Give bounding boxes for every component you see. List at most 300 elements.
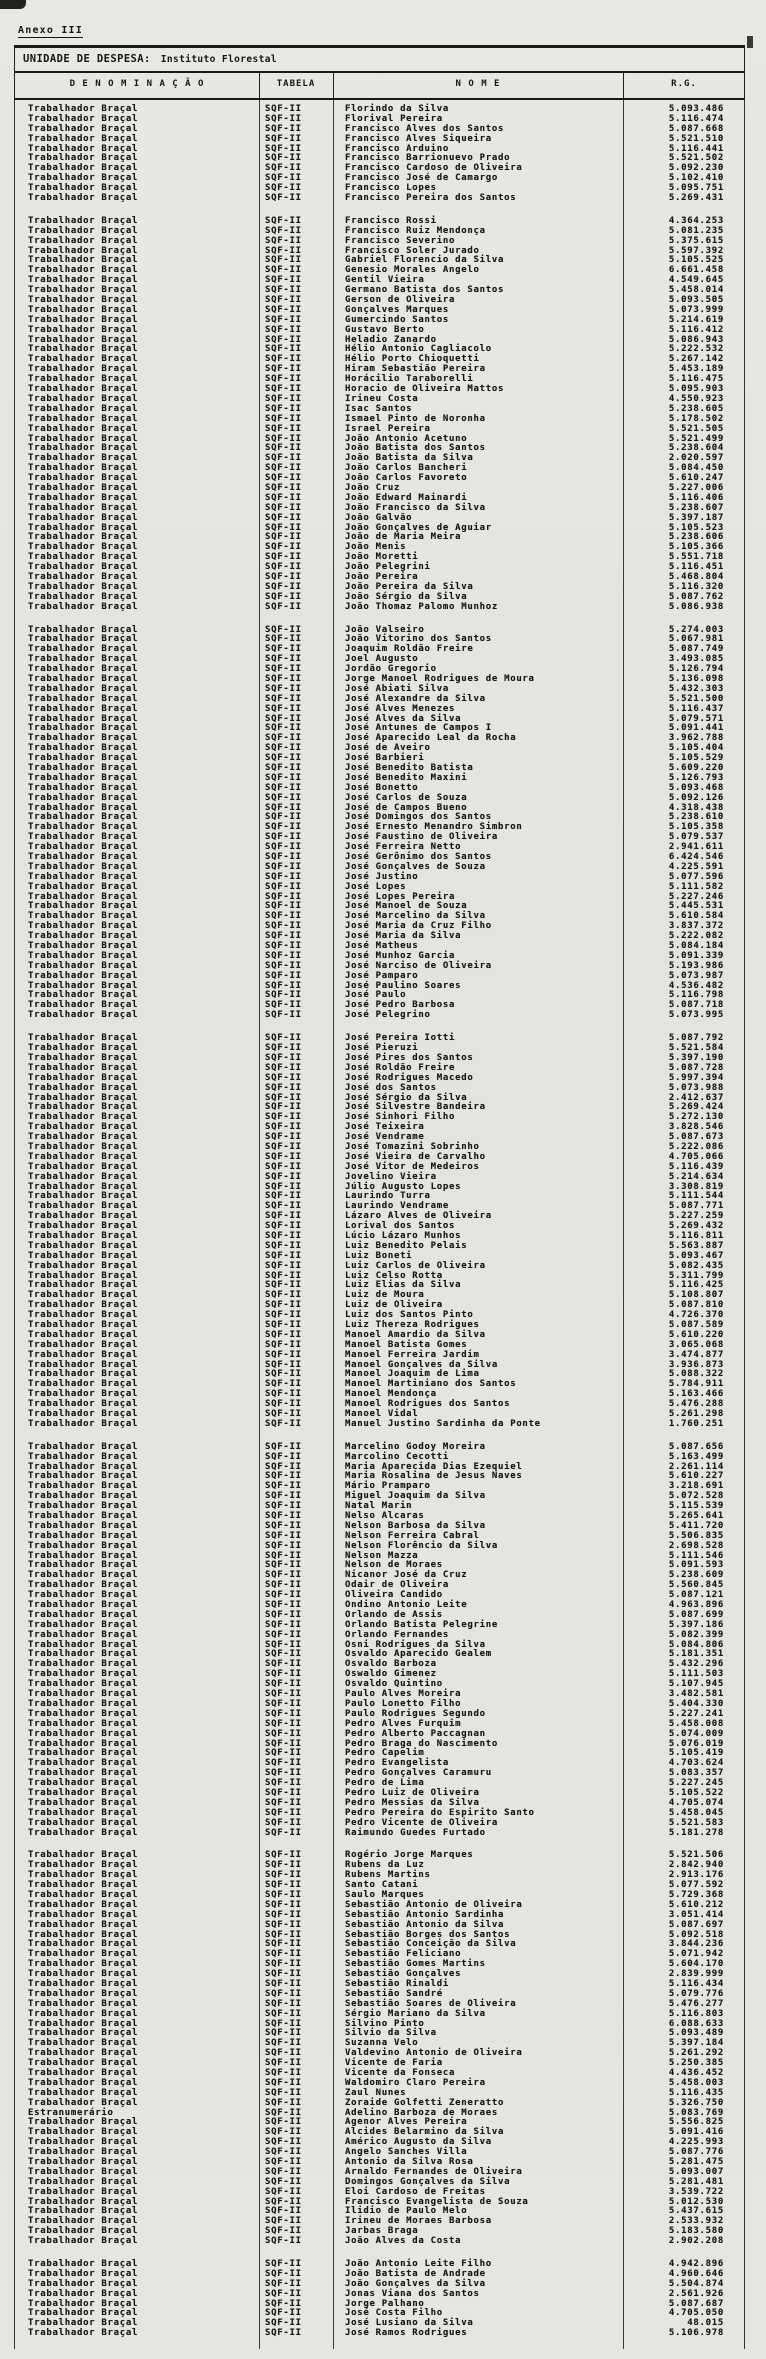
cell-denominacao: Trabalhador Braçal: [28, 1260, 139, 1271]
cell-rg: 5.238.607: [668, 502, 724, 513]
cell-denominacao: Trabalhador Braçal: [28, 782, 139, 793]
cell-tabela: SQF-II: [265, 453, 302, 464]
cell-nome: Manoel Mendonça: [345, 1389, 437, 1400]
cell-nome: José Silvestre Bandeira: [345, 1102, 486, 1113]
cell-denominacao: Trabalhador Braçal: [28, 634, 139, 645]
cell-rg: 3.936.873: [668, 1359, 724, 1370]
cell-nome: José Lopes Pereira: [345, 891, 456, 902]
cell-nome: José Domingos dos Santos: [345, 812, 492, 823]
cell-denominacao: Trabalhador Braçal: [28, 1959, 139, 1970]
cell-rg: 5.074.009: [668, 1728, 724, 1739]
row-group: [15, 2260, 744, 2339]
cell-nome: José Marcelino da Silva: [345, 911, 486, 922]
cell-tabela: SQF-II: [265, 2318, 302, 2329]
cell-denominacao: Trabalhador Braçal: [28, 473, 139, 484]
cell-nome: Ilidio de Paulo Melo: [345, 2206, 468, 2217]
cell-nome: José Alves da Silva: [345, 713, 462, 724]
cell-tabela: SQF-II: [265, 664, 302, 675]
cell-denominacao: Trabalhador Braçal: [28, 1092, 139, 1103]
cell-nome: Pedro Braga do Nascimento: [345, 1738, 498, 1749]
cell-denominacao: Trabalhador Braçal: [28, 492, 139, 503]
cell-tabela: SQF-II: [265, 1909, 302, 1920]
cell-rg: 2.842.940: [668, 1860, 724, 1871]
cell-nome: Silvino Pinto: [345, 2018, 425, 2029]
cell-denominacao: Trabalhador Braçal: [28, 1240, 139, 1251]
cell-nome: José Bonetto: [345, 782, 419, 793]
cell-denominacao: Trabalhador Braçal: [28, 1748, 139, 1759]
cell-rg: 2.839.999: [668, 1969, 724, 1980]
cell-rg: 5.012.530: [668, 2196, 724, 2207]
cell-rg: 5.105.529: [668, 753, 724, 764]
row-group: [15, 1443, 744, 1839]
cell-tabela: SQF-II: [265, 792, 302, 803]
cell-tabela: SQF-II: [265, 104, 302, 114]
cell-nome: João Vitorino dos Santos: [345, 634, 492, 645]
cell-rg: 5.238.609: [668, 1570, 724, 1581]
cell-denominacao: Trabalhador Braçal: [28, 1122, 139, 1133]
cell-rg: 5.261.298: [668, 1409, 724, 1419]
cell-rg: 5.116.439: [668, 1161, 724, 1172]
cell-nome: Vicente de Faria: [345, 2058, 443, 2069]
cell-nome: Pedro Vicente de Oliveira: [345, 1817, 498, 1828]
cell-tabela: SQF-II: [265, 1389, 302, 1400]
cell-nome: João Antonio Leite Filho: [345, 2259, 492, 2270]
cell-nome: Joaquim Roldão Freire: [345, 644, 474, 655]
cell-nome: Francisco Alves Siqueira: [345, 133, 492, 144]
cell-rg: 2.261.114: [668, 1461, 724, 1472]
cell-tabela: SQF-II: [265, 562, 302, 573]
cell-denominacao: Trabalhador Braçal: [28, 1669, 139, 1680]
cell-denominacao: Trabalhador Braçal: [28, 901, 139, 912]
cell-denominacao: Trabalhador Braçal: [28, 792, 139, 803]
cell-rg: 5.088.322: [668, 1369, 724, 1380]
cell-rg: 3.308.819: [668, 1181, 724, 1192]
cell-denominacao: Trabalhador Braçal: [28, 1409, 139, 1419]
cell-denominacao: Trabalhador Braçal: [28, 852, 139, 863]
cell-tabela: SQF-II: [265, 1860, 302, 1871]
cell-rg: 5.071.942: [668, 1949, 724, 1960]
cell-denominacao: Trabalhador Braçal: [28, 1787, 139, 1798]
cell-rg: 3.493.085: [668, 654, 724, 665]
cell-nome: Ondino Antonio Leite: [345, 1600, 468, 1611]
cell-tabela: SQF-II: [265, 193, 302, 204]
cell-rg: 5.115.539: [668, 1501, 724, 1512]
cell-denominacao: Trabalhador Braçal: [28, 1768, 139, 1779]
cell-rg: 5.269.432: [668, 1221, 724, 1232]
cell-denominacao: Trabalhador Braçal: [28, 2226, 139, 2237]
cell-rg: 4.726.370: [668, 1310, 724, 1321]
cell-tabela: SQF-II: [265, 832, 302, 843]
cell-nome: Pedro Messias da Silva: [345, 1797, 480, 1808]
cell-nome: João Pelegrini: [345, 562, 431, 573]
cell-tabela: SQF-II: [265, 393, 302, 404]
cell-rg: 5.551.718: [668, 552, 724, 563]
cell-tabela: SQF-II: [265, 2157, 302, 2168]
cell-tabela: SQF-II: [265, 295, 302, 306]
cell-nome: João Alves da Costa: [345, 2236, 462, 2247]
cell-nome: José Benedito Maxini: [345, 772, 468, 783]
cell-nome: Luiz Elias da Silva: [345, 1280, 462, 1291]
cell-denominacao: Trabalhador Braçal: [28, 1718, 139, 1729]
cell-tabela: SQF-II: [265, 1399, 302, 1410]
cell-tabela: SQF-II: [265, 1418, 302, 1429]
cell-denominacao: Trabalhador Braçal: [28, 861, 139, 872]
cell-nome: Francisco José de Camargo: [345, 173, 498, 184]
cell-rg: 5.238.610: [668, 812, 724, 823]
cell-tabela: SQF-II: [265, 1899, 302, 1910]
cell-nome: José Benedito Batista: [345, 763, 474, 773]
cell-denominacao: Trabalhador Braçal: [28, 265, 139, 276]
cell-rg: 3.962.788: [668, 733, 724, 744]
cell-nome: Francisco Soler Jurado: [345, 245, 480, 256]
cell-denominacao: Trabalhador Braçal: [28, 1339, 139, 1350]
cell-rg: 5.261.292: [668, 2048, 724, 2059]
cell-nome: Adelino Barboza de Moraes: [345, 2107, 498, 2118]
cell-rg: 5.091.441: [668, 723, 724, 734]
cell-rg: 4.550.923: [668, 393, 724, 404]
cell-rg: 5.111.546: [668, 1550, 724, 1561]
cell-rg: 5.269.424: [668, 1102, 724, 1113]
cell-nome: Zoraide Golfetti Zeneratto: [345, 2097, 505, 2108]
row-group: [15, 105, 744, 204]
cell-nome: José Pereira Iotti: [345, 1033, 456, 1044]
cell-nome: Manoel Amardio da Silva: [345, 1329, 486, 1340]
cell-rg: 5.506.835: [668, 1530, 724, 1541]
cell-tabela: SQF-II: [265, 1511, 302, 1522]
cell-tabela: SQF-II: [265, 1171, 302, 1182]
cell-nome: Lorival dos Santos: [345, 1221, 456, 1232]
cell-tabela: SQF-II: [265, 344, 302, 355]
cell-rg: 5.087.762: [668, 591, 724, 602]
cell-rg: 5.116.412: [668, 324, 724, 335]
cell-rg: 5.093.007: [668, 2166, 724, 2177]
cell-tabela: SQF-II: [265, 571, 302, 582]
cell-denominacao: Trabalhador Braçal: [28, 1062, 139, 1073]
cell-rg: 5.445.531: [668, 901, 724, 912]
cell-denominacao: Trabalhador Braçal: [28, 1659, 139, 1670]
cell-nome: Manoel Ferreira Jardim: [345, 1349, 480, 1360]
cell-rg: 5.116.474: [668, 113, 724, 124]
cell-denominacao: Trabalhador Braçal: [28, 1230, 139, 1241]
cell-rg: 5.560.845: [668, 1580, 724, 1591]
cell-rg: 5.136.098: [668, 673, 724, 684]
cell-denominacao: Trabalhador Braçal: [28, 693, 139, 704]
cell-nome: João Batista da Silva: [345, 453, 474, 464]
cell-denominacao: Trabalhador Braçal: [28, 1560, 139, 1571]
cell-denominacao: Trabalhador Braçal: [28, 1010, 139, 1021]
cell-rg: 5.087.776: [668, 2147, 724, 2158]
cell-tabela: SQF-II: [265, 153, 302, 164]
cell-tabela: SQF-II: [265, 423, 302, 434]
cell-rg: 5.521.502: [668, 153, 724, 164]
header-nome: N O M E: [455, 79, 501, 89]
cell-rg: 5.087.792: [668, 1033, 724, 1044]
cell-rg: 5.458.008: [668, 1718, 724, 1729]
cell-nome: Florival Pereira: [345, 113, 443, 124]
cell-rg: 5.082.399: [668, 1629, 724, 1640]
cell-denominacao: Trabalhador Braçal: [28, 364, 139, 375]
cell-denominacao: Trabalhador Braçal: [28, 1850, 139, 1861]
annex-title: Anexo III: [18, 25, 83, 36]
cell-denominacao: Trabalhador Braçal: [28, 1300, 139, 1311]
cell-denominacao: Trabalhador Braçal: [28, 2127, 139, 2138]
cell-tabela: SQF-II: [265, 173, 302, 184]
cell-denominacao: Trabalhador Braçal: [28, 374, 139, 385]
cell-denominacao: Trabalhador Braçal: [28, 2157, 139, 2168]
cell-nome: Sebastião Rinaldi: [345, 1978, 450, 1989]
cell-nome: Luiz dos Santos Pinto: [345, 1310, 474, 1321]
cell-denominacao: Trabalhador Braçal: [28, 1369, 139, 1380]
cell-tabela: SQF-II: [265, 2259, 302, 2270]
cell-rg: 3.844.236: [668, 1939, 724, 1950]
cell-nome: Francisco Lopes: [345, 183, 437, 194]
cell-rg: 5.214.634: [668, 1171, 724, 1182]
cell-denominacao: Trabalhador Braçal: [28, 1359, 139, 1370]
cell-nome: Jorge Manoel Rodrigues de Moura: [345, 673, 535, 684]
cell-nome: João Valseiro: [345, 624, 425, 635]
cell-nome: Osvaldo Quintino: [345, 1679, 443, 1690]
cell-rg: 5.784.911: [668, 1379, 724, 1390]
table-row: [15, 1420, 744, 1430]
cell-nome: Zaul Nunes: [345, 2087, 407, 2098]
cell-nome: Osvaldo Aparecido Gealem: [345, 1649, 492, 1660]
cell-denominacao: Trabalhador Braçal: [28, 1698, 139, 1709]
cell-nome: Sebastião Gonçalves: [345, 1969, 462, 1980]
cell-tabela: SQF-II: [265, 812, 302, 823]
cell-tabela: SQF-II: [265, 1451, 302, 1462]
cell-nome: Osvaldo Barboza: [345, 1659, 437, 1670]
cell-tabela: SQF-II: [265, 802, 302, 813]
cell-tabela: SQF-II: [265, 713, 302, 724]
cell-tabela: SQF-II: [265, 245, 302, 256]
cell-nome: João Antonio Acetuno: [345, 433, 468, 444]
cell-rg: 5.082.435: [668, 1260, 724, 1271]
cell-nome: Sebastião Feliciano: [345, 1949, 462, 1960]
cell-denominacao: Trabalhador Braçal: [28, 123, 139, 134]
cell-tabela: SQF-II: [265, 2068, 302, 2078]
cell-denominacao: Trabalhador Braçal: [28, 344, 139, 355]
cell-denominacao: Trabalhador Braçal: [28, 1880, 139, 1891]
cell-tabela: SQF-II: [265, 970, 302, 981]
cell-nome: Pedro Pereira do Espirito Santo: [345, 1807, 535, 1818]
table-row: [15, 1829, 744, 1839]
cell-nome: Antonio da Silva Rosa: [345, 2157, 474, 2168]
cell-nome: Hiram Sebastião Pereira: [345, 364, 486, 375]
cell-rg: 5.087.718: [668, 1000, 724, 1011]
cell-denominacao: Trabalhador Braçal: [28, 581, 139, 592]
cell-rg: 3.065.068: [668, 1339, 724, 1350]
cell-tabela: SQF-II: [265, 1369, 302, 1380]
cell-tabela: SQF-II: [265, 1102, 302, 1113]
cell-rg: 5.087.668: [668, 123, 724, 134]
cell-rg: 5.091.339: [668, 950, 724, 961]
cell-rg: 5.311.799: [668, 1270, 724, 1281]
cell-rg: 4.225.591: [668, 861, 724, 872]
cell-tabela: SQF-II: [265, 183, 302, 194]
cell-denominacao: Trabalhador Braçal: [28, 482, 139, 493]
cell-nome: Miguel Joaquim da Silva: [345, 1491, 486, 1502]
cell-denominacao: Trabalhador Braçal: [28, 1451, 139, 1462]
cell-rg: 5.116.475: [668, 374, 724, 385]
cell-tabela: SQF-II: [265, 1141, 302, 1152]
cell-nome: Oswaldo Gimenez: [345, 1669, 437, 1680]
cell-nome: Suzanna Velo: [345, 2038, 419, 2049]
cell-tabela: SQF-II: [265, 334, 302, 345]
cell-denominacao: Trabalhador Braçal: [28, 2077, 139, 2088]
table-row: [15, 2329, 744, 2339]
cell-rg: 5.111.503: [668, 1669, 724, 1680]
cell-denominacao: Trabalhador Braçal: [28, 443, 139, 454]
cell-denominacao: Trabalhador Braçal: [28, 743, 139, 754]
cell-denominacao: Trabalhador Braçal: [28, 173, 139, 184]
cell-denominacao: Trabalhador Braçal: [28, 1250, 139, 1261]
cell-denominacao: Trabalhador Braçal: [28, 1270, 139, 1281]
cell-rg: 5.093.467: [668, 1250, 724, 1261]
cell-tabela: SQF-II: [265, 473, 302, 484]
cell-rg: 5.238.606: [668, 532, 724, 543]
cell-tabela: SQF-II: [265, 374, 302, 385]
cell-nome: Gustavo Berto: [345, 324, 425, 335]
cell-tabela: SQF-II: [265, 644, 302, 655]
cell-nome: José Barbieri: [345, 753, 425, 764]
cell-denominacao: Trabalhador Braçal: [28, 1909, 139, 1920]
cell-tabela: SQF-II: [265, 931, 302, 942]
cell-denominacao: Trabalhador Braçal: [28, 1689, 139, 1700]
cell-tabela: SQF-II: [265, 314, 302, 325]
cell-rg: 5.222.086: [668, 1141, 724, 1152]
cell-tabela: SQF-II: [265, 2268, 302, 2279]
cell-denominacao: Trabalhador Braçal: [28, 193, 139, 204]
cell-tabela: SQF-II: [265, 1629, 302, 1640]
column-header-row: [15, 73, 744, 100]
cell-rg: 5.087.121: [668, 1590, 724, 1601]
cell-rg: 5.076.019: [668, 1738, 724, 1749]
cell-nome: Paulo Alves Moreira: [345, 1689, 462, 1700]
cell-nome: Osni Rodrigues da Silva: [345, 1639, 486, 1650]
cell-nome: José Ramos Rodrigues: [345, 2328, 468, 2339]
cell-nome: Heladio Zanardo: [345, 334, 437, 345]
cell-tabela: SQF-II: [265, 2018, 302, 2029]
cell-tabela: SQF-II: [265, 1052, 302, 1063]
cell-tabela: SQF-II: [265, 1659, 302, 1670]
cell-denominacao: Trabalhador Braçal: [28, 1379, 139, 1390]
table-header-band: [14, 45, 745, 100]
cell-nome: Jorge Palhano: [345, 2298, 425, 2309]
cell-nome: Francisco Alves dos Santos: [345, 123, 505, 134]
cell-tabela: SQF-II: [265, 1609, 302, 1620]
cell-rg: 5.521.499: [668, 433, 724, 444]
cell-nome: Mário Pramparo: [345, 1481, 431, 1492]
cell-nome: Silvio da Silva: [345, 2028, 437, 2039]
cell-rg: 5.181.351: [668, 1649, 724, 1660]
cell-denominacao: Trabalhador Braçal: [28, 1758, 139, 1769]
cell-rg: 3.837.372: [668, 921, 724, 932]
cell-rg: 5.073.999: [668, 304, 724, 315]
cell-rg: 5.084.450: [668, 463, 724, 474]
cell-denominacao: Trabalhador Braçal: [28, 354, 139, 365]
cell-nome: Francisco Evangelista de Souza: [345, 2196, 529, 2207]
cell-nome: Jordão Gregorio: [345, 664, 437, 675]
cell-denominacao: Trabalhador Braçal: [28, 812, 139, 823]
row-group: [15, 1851, 744, 2247]
cell-denominacao: Trabalhador Braçal: [28, 2186, 139, 2197]
cell-tabela: SQF-II: [265, 384, 302, 395]
unit-of-expense-label: UNIDADE DE DESPESA:: [23, 53, 151, 65]
cell-rg: 5.163.499: [668, 1451, 724, 1462]
cell-denominacao: Trabalhador Braçal: [28, 1112, 139, 1123]
table-body: [14, 100, 745, 2349]
cell-tabela: SQF-II: [265, 1768, 302, 1779]
cell-nome: Angelo Sanches Villa: [345, 2147, 468, 2158]
cell-nome: João Gonçalves da Silva: [345, 2278, 486, 2289]
cell-tabela: SQF-II: [265, 1708, 302, 1719]
cell-denominacao: Trabalhador Braçal: [28, 654, 139, 665]
cell-nome: Gabriel Florencio da Silva: [345, 255, 505, 266]
cell-tabela: SQF-II: [265, 512, 302, 523]
cell-denominacao: Trabalhador Braçal: [28, 1280, 139, 1291]
cell-nome: Sebastião Sandré: [345, 1988, 443, 1999]
cell-nome: João Gonçalves de Aguiar: [345, 522, 492, 533]
cell-denominacao: Trabalhador Braçal: [28, 1171, 139, 1182]
cell-rg: 5.326.750: [668, 2097, 724, 2108]
cell-nome: José Teixeira: [345, 1122, 425, 1133]
cell-tabela: SQF-II: [265, 1540, 302, 1551]
cell-denominacao: Trabalhador Braçal: [28, 1580, 139, 1591]
cell-tabela: SQF-II: [265, 1211, 302, 1222]
cell-rg: 5.411.720: [668, 1520, 724, 1531]
cell-nome: Irineu Costa: [345, 393, 419, 404]
row-group: [15, 626, 744, 1022]
cell-denominacao: Trabalhador Braçal: [28, 2268, 139, 2279]
cell-denominacao: Trabalhador Braçal: [28, 703, 139, 714]
cell-denominacao: Trabalhador Braçal: [28, 2097, 139, 2108]
cell-tabela: SQF-II: [265, 1339, 302, 1350]
cell-nome: Valdevino Antonio de Oliveira: [345, 2048, 523, 2059]
cell-denominacao: Trabalhador Braçal: [28, 2008, 139, 2019]
cell-denominacao: Trabalhador Braçal: [28, 502, 139, 513]
cell-tabela: SQF-II: [265, 2308, 302, 2319]
cell-rg: 5.458.003: [668, 2077, 724, 2088]
cell-denominacao: Trabalhador Braçal: [28, 1132, 139, 1143]
cell-rg: 5.092.126: [668, 792, 724, 803]
cell-nome: Nelso Alcaras: [345, 1511, 425, 1522]
cell-nome: José Sinhori Filho: [345, 1112, 456, 1123]
cell-tabela: SQF-II: [265, 1689, 302, 1700]
cell-rg: 5.227.259: [668, 1211, 724, 1222]
cell-tabela: SQF-II: [265, 1379, 302, 1390]
cell-denominacao: Trabalhador Braçal: [28, 1481, 139, 1492]
cell-denominacao: Trabalhador Braçal: [28, 522, 139, 533]
cell-nome: Rogério Jorge Marques: [345, 1850, 474, 1861]
cell-rg: 5.238.605: [668, 403, 724, 414]
cell-denominacao: Trabalhador Braçal: [28, 1609, 139, 1620]
cell-nome: João Sérgio da Silva: [345, 591, 468, 602]
cell-tabela: SQF-II: [265, 1880, 302, 1891]
cell-tabela: SQF-II: [265, 1319, 302, 1330]
cell-tabela: SQF-II: [265, 871, 302, 882]
cell-denominacao: Trabalhador Braçal: [28, 255, 139, 266]
cell-nome: Oliveira Candido: [345, 1590, 443, 1601]
cell-rg: 5.116.320: [668, 581, 724, 592]
cell-denominacao: Trabalhador Braçal: [28, 1043, 139, 1054]
row-group: [15, 1034, 744, 1430]
cell-rg: 5.521.510: [668, 133, 724, 144]
cell-rg: 4.703.624: [668, 1758, 724, 1769]
cell-nome: Manoel Vidal: [345, 1409, 419, 1419]
cell-rg: 5.087.589: [668, 1319, 724, 1330]
cell-denominacao: Trabalhador Braçal: [28, 1570, 139, 1581]
cell-tabela: SQF-II: [265, 225, 302, 236]
